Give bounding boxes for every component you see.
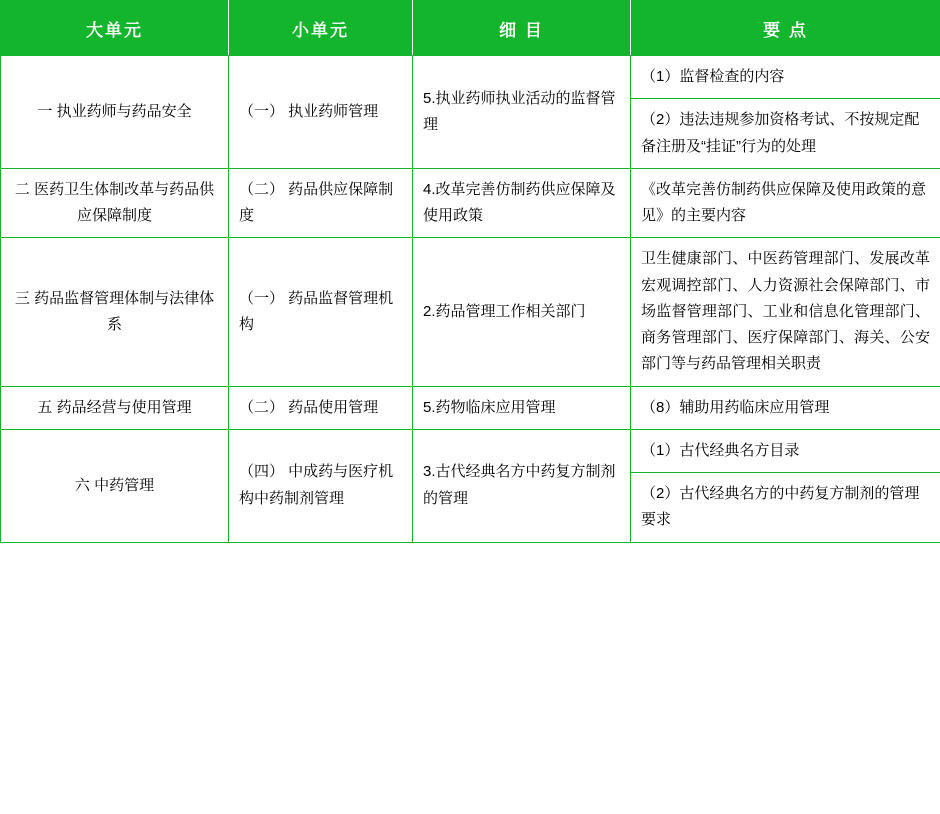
header-cell-point: 要 点 [631, 1, 940, 56]
cell-detail: 5.药物临床应用管理 [413, 386, 631, 429]
cell-point: 卫生健康部门、中医药管理部门、发展改革宏观调控部门、人力资源社会保障部门、市场监督管理部门、工业和信息化管理部门、商务管理部门、医疗保障部门、海关、公安部门等与药品管理相关职责 [631, 238, 940, 386]
table-row [1, 168, 940, 238]
cell-unit: 一 执业药师与药品安全 [1, 56, 229, 169]
cell-point: （1）古代经典名方目录 [631, 429, 940, 472]
cell-detail: 3.古代经典名方中药复方制剂的管理 [413, 429, 631, 542]
cell-point: 《改革完善仿制药供应保障及使用政策的意见》的主要内容 [631, 168, 940, 238]
cell-point: （2）违法违规参加资格考试、不按规定配备注册及“挂证”行为的处理 [631, 99, 940, 169]
table-header [1, 1, 940, 56]
cell-point: （1）监督检查的内容 [631, 56, 940, 99]
cell-unit: 三 药品监督管理体制与法律体系 [1, 238, 229, 386]
cell-detail: 2.药品管理工作相关部门 [413, 238, 631, 386]
cell-detail: 5.执业药师执业活动的监督管理 [413, 56, 631, 169]
table-row [1, 429, 940, 472]
cell-detail: 4.改革完善仿制药供应保障及使用政策 [413, 168, 631, 238]
cell-point: （8）辅助用药临床应用管理 [631, 386, 940, 429]
cell-subunit: （一） 药品监督管理机构 [229, 238, 413, 386]
header-row [1, 1, 940, 56]
header-cell-detail: 细 目 [413, 1, 631, 56]
table-row [1, 56, 940, 99]
cell-subunit: （二） 药品使用管理 [229, 386, 413, 429]
table-body [1, 56, 940, 543]
cell-subunit: （二） 药品供应保障制度 [229, 168, 413, 238]
header-cell-subunit: 小单元 [229, 1, 413, 56]
cell-subunit: （四） 中成药与医疗机构中药制剂管理 [229, 429, 413, 542]
cell-unit: 二 医药卫生体制改革与药品供应保障制度 [1, 168, 229, 238]
header-cell-unit: 大单元 [1, 1, 229, 56]
cell-unit: 五 药品经营与使用管理 [1, 386, 229, 429]
cell-subunit: （一） 执业药师管理 [229, 56, 413, 169]
table-row [1, 238, 940, 386]
cell-point: （2）古代经典名方的中药复方制剂的管理要求 [631, 473, 940, 543]
cell-unit: 六 中药管理 [1, 429, 229, 542]
table-row [1, 386, 940, 429]
